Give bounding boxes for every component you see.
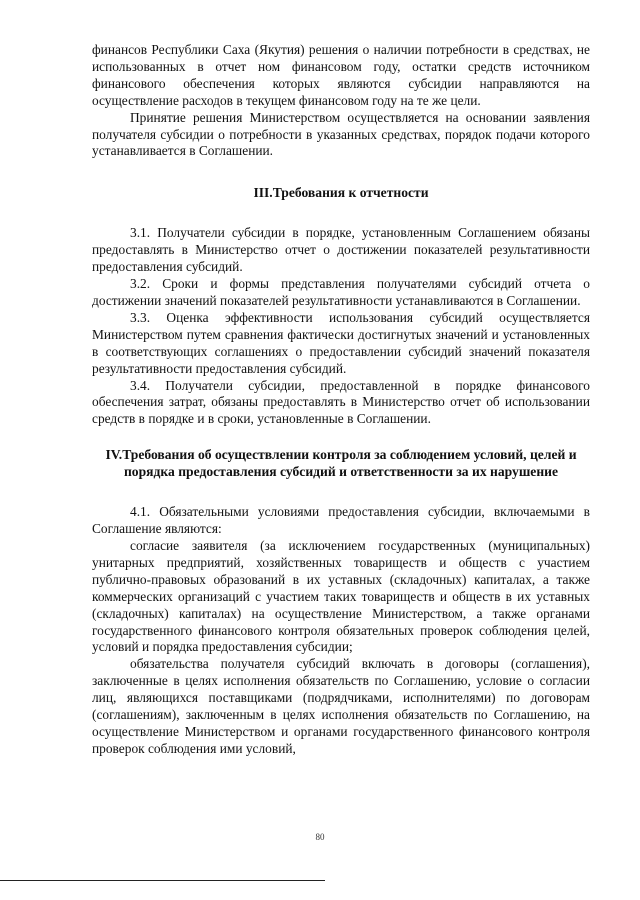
paragraph: 3.4. Получатели субсидии, предоставленной в порядке финансового обеспечения затрат, обязаны предоставлять в Министерство отчет об использовании средств в порядке и в сроки, установленные в Соглашении.: [92, 377, 590, 427]
paragraph: финансов Республики Саха (Якутия) решения о наличии потребности в средствах, не использованных в отчет ном финансовом году, остатки средств источником финансового обеспечения которых являются субсидии направляются на осуществление расходов в текущем финансовом году на те же цели.: [92, 42, 590, 108]
paragraph: обязательства получателя субсидий включать в договоры (соглашения), заключенные в целях исполнения обязательств по Соглашению, условие о согласии лиц, являющихся поставщиками (подрядчиками, исполнителями) по договорам (соглашениям), заключенным в целях исполнения обязательств по Соглашению, на осуществление Министерством и органами государственного финансового контроля проверок соблюдения ими условий,: [92, 656, 590, 756]
paragraph: 3.2. Сроки и формы представления получателями субсидий отчета о достижении значений показателей результативности устанавливаются в Соглашении.: [92, 276, 590, 308]
page-number: 80: [315, 832, 325, 842]
document-page: [92, 42, 590, 758]
footer-rule: [0, 880, 325, 881]
section-heading: III.Требования к отчетности: [253, 185, 429, 201]
paragraph: Принятие решения Министерством осуществляется на основании заявления получателя субсидии о потребности в указанных средствах, порядок подачи которого устанавливается в Соглашении.: [92, 109, 590, 159]
paragraph: согласие заявителя (за исключением государственных (муниципальных) унитарных предприятий, хозяйственных товариществ и обществ с участием публично-правовых образований в их уставных (складочных) капиталах, а также коммерческих организаций с участием таких товариществ и обществ в их уставных (складочных) капиталах) на осуществление Министерством, а также органами государственного финансового контроля обязательных проверок соблюдения целей, условий и порядка предоставления субсидии;: [92, 538, 590, 655]
paragraph: 3.1. Получатели субсидии в порядке, установленным Соглашением обязаны предоставлять в Министерство отчет о достижении показателей результативности предоставления субсидий.: [92, 225, 590, 275]
section-heading: IV.Требования об осуществлении контроля за соблюдением условий, целей и порядка предоставления субсидий и ответственности за их нарушение: [105, 447, 577, 480]
paragraph: 4.1. Обязательными условиями предоставления субсидии, включаемыми в Соглашение являются:: [92, 504, 590, 537]
paragraph: 3.3. Оценка эффективности использования субсидий осуществляется Министерством путем сравнения фактически достигнутых значений и установленных в соответствующих соглашениях о предоставлении субсидий значений показателя результативности предоставления субсидий.: [92, 309, 590, 376]
